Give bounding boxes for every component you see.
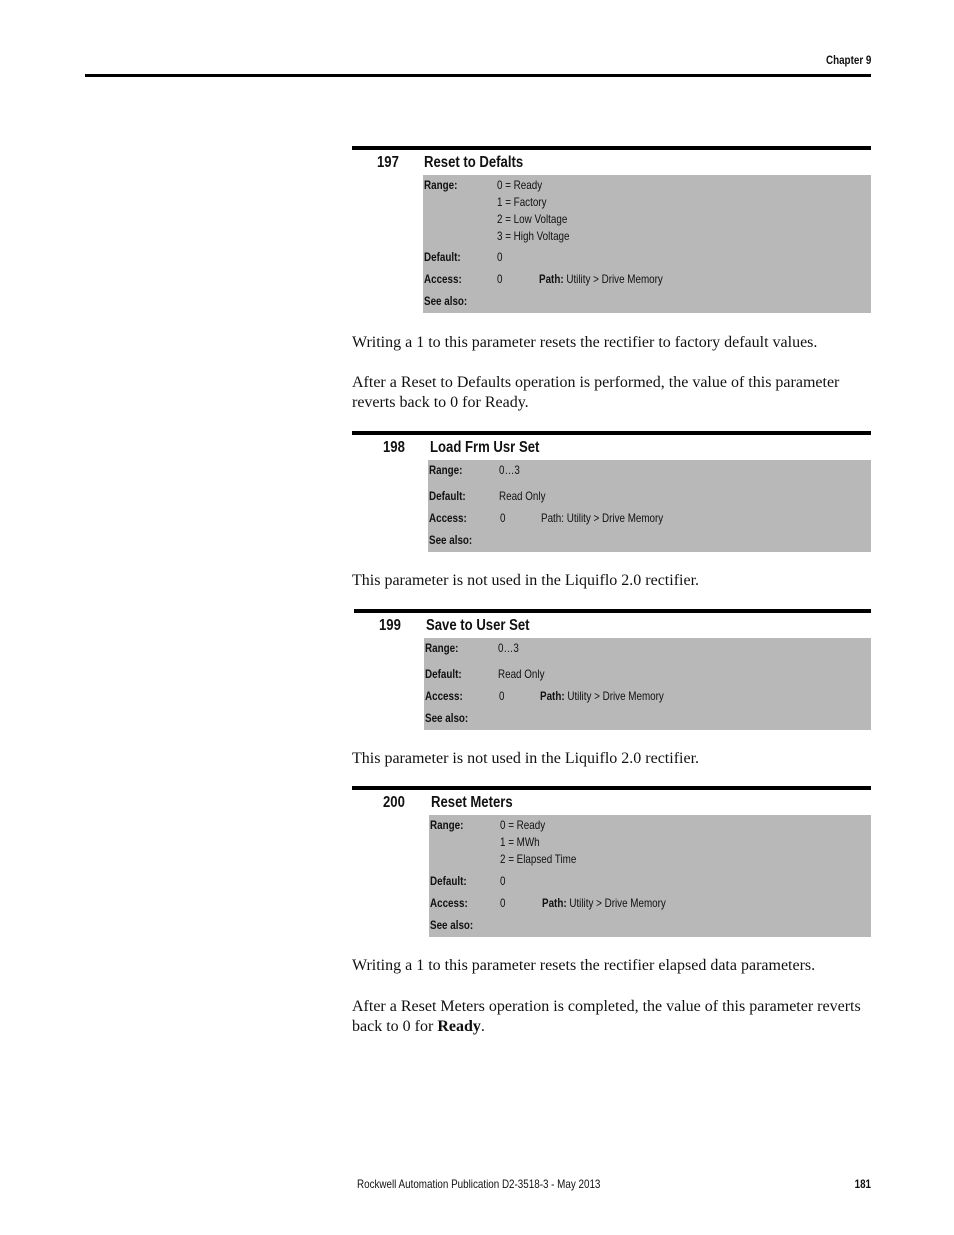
path-value: Utility > Drive Memory (569, 896, 666, 910)
default-value: 0 (497, 250, 503, 264)
parameter-name: Load Frm Usr Set (430, 439, 540, 456)
parameter-number: 199 (379, 617, 401, 634)
parameter-198 (352, 431, 871, 552)
range-label: Range: (430, 818, 464, 832)
range-values (500, 817, 593, 868)
access-label: Access: (424, 272, 462, 286)
range-label: Range: (429, 463, 463, 477)
default-label: Default: (429, 489, 466, 503)
see-also-label: See also: (425, 711, 469, 725)
see-also-label: See also: (429, 533, 473, 547)
header-rule (85, 74, 871, 77)
chapter-label: Chapter 9 (825, 53, 871, 67)
range-value: 2 = Low Voltage (497, 212, 568, 226)
parameter-details (428, 460, 871, 552)
range-value: 2 = Elapsed Time (500, 852, 577, 866)
access-value: 0 (497, 272, 503, 286)
range-value: 1 = Factory (497, 195, 547, 209)
path-value: Utility > Drive Memory (566, 511, 664, 525)
path (541, 511, 690, 526)
path (540, 689, 691, 704)
range-value: 1 = MWh (500, 835, 540, 849)
paragraph (352, 997, 871, 1037)
paragraph: Writing a 1 to this parameter resets the rectifier to factory default values. (352, 334, 818, 351)
paragraph: This parameter is not used in the Liquiflo 2.0 rectifier. (352, 750, 700, 767)
path-value: Utility > Drive Memory (566, 272, 663, 286)
path-label: Path: (542, 896, 567, 910)
access-label: Access: (425, 689, 463, 703)
range-value: 3 = High Voltage (497, 229, 570, 243)
range-label: Range: (425, 641, 459, 655)
access-value: 0 (500, 511, 506, 525)
access-value: 0 (500, 896, 506, 910)
see-also-label: See also: (430, 918, 474, 932)
range-value: 0 = Ready (497, 178, 543, 192)
parameter-number: 200 (383, 794, 405, 811)
range-value: 0…3 (499, 463, 520, 477)
ready-emphasis: Ready (437, 1018, 481, 1035)
default-label: Default: (424, 250, 461, 264)
paragraph-text: After a Reset Meters operation is completed, the value of this parameter reverts back to 0 for (352, 998, 861, 1035)
page-number: 181 (854, 1177, 871, 1191)
parameter-number: 198 (383, 439, 405, 456)
path-value: Utility > Drive Memory (567, 689, 664, 703)
paragraph: After a Reset to Defaults operation is performed, the value of this parameter reverts back to 0 for Ready. (352, 374, 840, 411)
paragraph: Writing a 1 to this parameter resets the rectifier elapsed data parameters. (352, 957, 816, 974)
default-value: Read Only (498, 667, 545, 681)
parameter-details (424, 638, 871, 730)
parameter-name: Reset Meters (431, 794, 513, 811)
default-label: Default: (425, 667, 462, 681)
default-label: Default: (430, 874, 467, 888)
access-label: Access: (429, 511, 467, 525)
parameter-details (429, 815, 871, 937)
parameter-details (423, 175, 871, 313)
range-value: 0…3 (498, 641, 519, 655)
default-value: Read Only (499, 489, 546, 503)
range-values (497, 177, 585, 245)
range-value: 0 = Ready (500, 818, 546, 832)
paragraph-text: . (480, 1018, 485, 1035)
path-label: Path: (541, 511, 564, 525)
default-value: 0 (500, 874, 506, 888)
parameter-200 (352, 786, 871, 937)
parameter-197 (352, 146, 871, 313)
access-value: 0 (499, 689, 505, 703)
parameter-name: Save to User Set (426, 617, 530, 634)
paragraph: This parameter is not used in the Liquiflo 2.0 rectifier. (352, 572, 700, 589)
access-label: Access: (430, 896, 468, 910)
path (539, 272, 690, 287)
parameter-number: 197 (377, 154, 399, 171)
parameter-199 (352, 609, 871, 730)
parameter-name: Reset to Defalts (424, 154, 524, 171)
path (542, 896, 693, 911)
footer-publication: Rockwell Automation Publication D2-3518-3 - May 2013 (357, 1177, 601, 1191)
see-also-label: See also: (424, 294, 468, 308)
range-label: Range: (424, 178, 458, 192)
path-label: Path: (539, 272, 564, 286)
path-label: Path: (540, 689, 565, 703)
